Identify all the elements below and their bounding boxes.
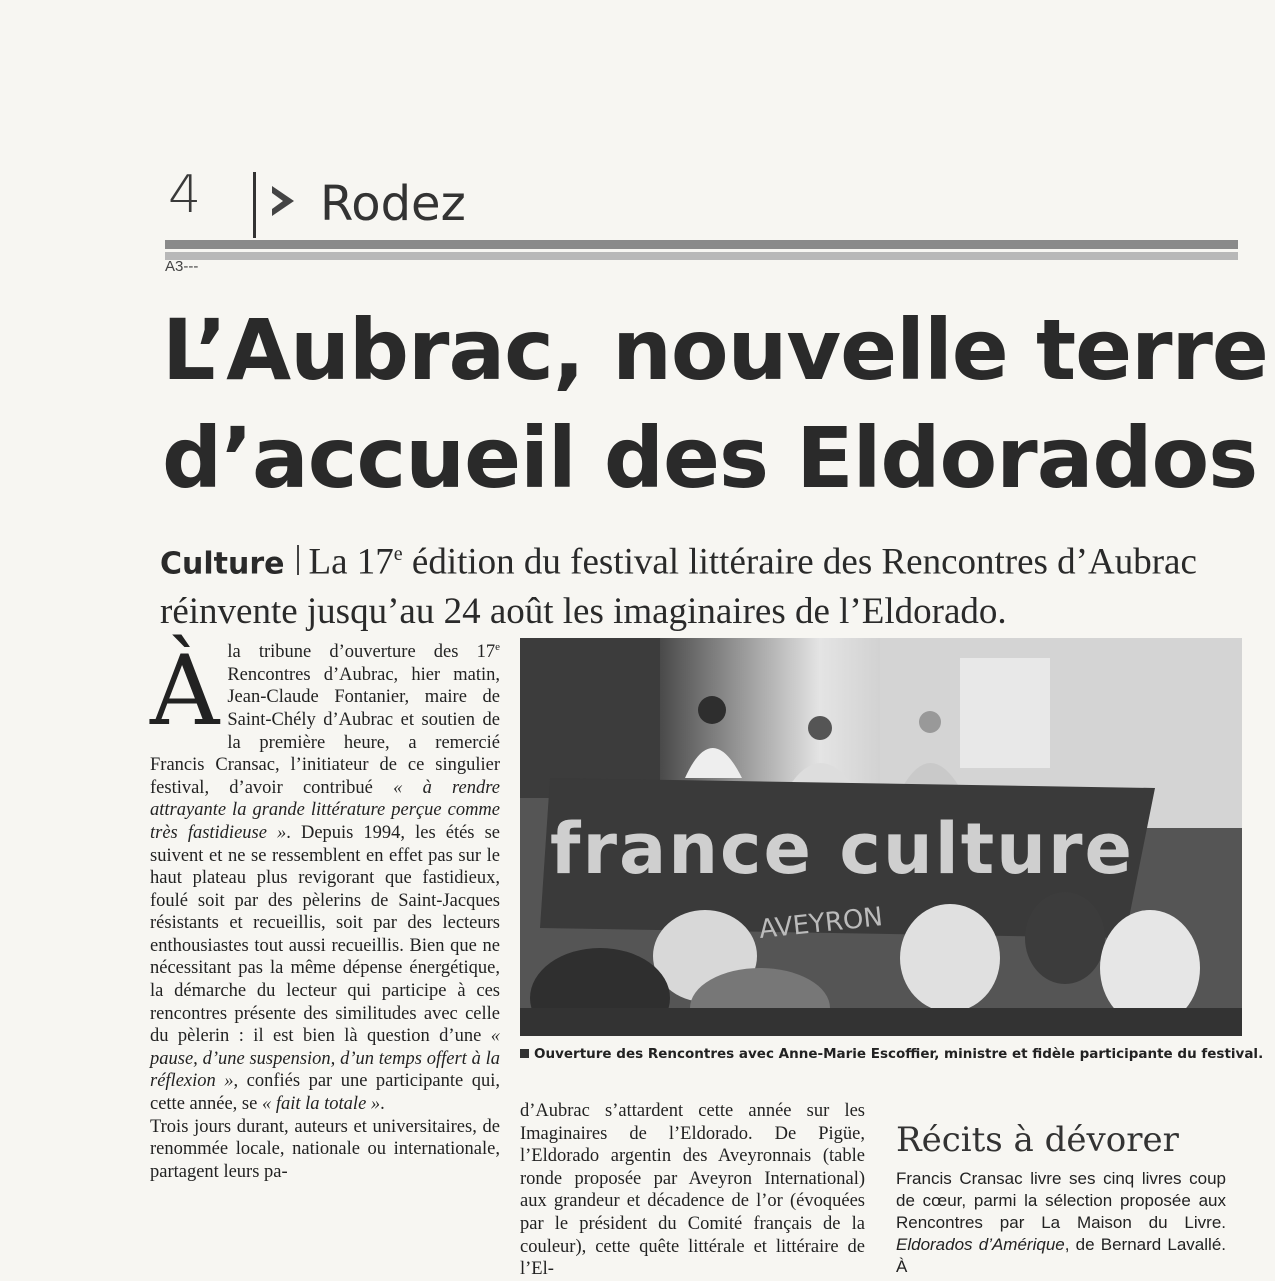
deck-kicker: Culture	[160, 546, 285, 582]
conference-photo-illustration	[520, 638, 1242, 1036]
article-column-2	[520, 1100, 865, 1281]
page-number: 4	[168, 165, 202, 225]
sidebar-title: Récits à dévorer	[896, 1120, 1179, 1160]
photo-caption	[520, 1046, 1264, 1062]
banner-text: france culture	[550, 808, 1135, 890]
deck-text-2: édition du festival littéraire des Rencontres d’Aubrac réinvente jusqu’au 24 août les imaginaires de l’Eldorado.	[160, 541, 1197, 633]
article-text: , confiés par une participante qui, cette année, se	[150, 1071, 500, 1115]
sidebar-text-part: Francis Cransac livre ses cinq livres coup de cœur, parmi la sélection proposée aux Rencontres par La Maison du Livre.	[896, 1169, 1226, 1232]
sidebar-text	[896, 1168, 1226, 1278]
headline-line-2: d’accueil des Eldorados	[162, 409, 1258, 507]
article-sup: e	[495, 641, 500, 653]
headline	[162, 296, 1268, 512]
headline-line-1: L’Aubrac, nouvelle terre	[162, 301, 1268, 399]
sign-text: AVEYRON	[757, 902, 885, 945]
section-title: Rodez	[320, 176, 466, 232]
sidebar-text-tail: , de Bernard Lavallé. À	[896, 1235, 1226, 1276]
deck	[160, 530, 1250, 636]
article-paragraph-3: d’Aubrac s’attardent cette année sur les Imaginaires de l’Eldorado. De Pigüe, l’Eldorado argentin des Aveyronnais (table ronde proposée par Aveyron International) aux grandeur et décadence de l’or (évoquées par le président du Comité français de la couleur), cette quête littérale et littéraire de l’El-	[520, 1101, 865, 1280]
article-text: la tribune d’ouverture des 17	[227, 642, 496, 663]
caption-square-icon	[520, 1049, 529, 1058]
article-paragraph-2: Trois jours durant, auteurs et universitaires, de renommée locale, nationale ou internationale, partagent leurs pa-	[150, 1116, 500, 1182]
article-quote: « à rendre attrayante la grande littérature perçue comme très fastidieuse »	[150, 777, 500, 843]
article-quote: « fait la totale »	[261, 1094, 381, 1115]
article-paragraph-1	[150, 636, 500, 1116]
header-divider	[253, 172, 256, 238]
article-quote: « pause, d’une suspension, d’un temps offert à la réflexion »	[150, 1026, 500, 1092]
chevron-right-icon	[272, 186, 294, 216]
caption-text: Ouverture des Rencontres avec Anne-Marie Escoffier, ministre et fidèle participante du festival.	[534, 1046, 1264, 1062]
article-text: . Depuis 1994, les étés se suivent et ne se ressemblent en effet pas sur le haut plateau plus revigorant que fastidieux, foulé soit par des pèlerins de Saint-Jacques résistants et recueillis, soit par des lecteurs enthousiastes tout aussi recueillis. Bien que ne nécessitant pas la même dépense énergétique, la démarche du lecteur qui participe à ces rencontres présente des similitudes avec celle du pèlerin : il est bien là question d’une	[150, 822, 500, 1047]
deck-sup: e	[393, 543, 403, 565]
header-rule-shadow	[165, 252, 1238, 260]
sidebar-book-title: Eldorados d’Amérique	[896, 1235, 1065, 1254]
deck-separator	[297, 545, 299, 575]
sidebar-box	[896, 1118, 1226, 1278]
deck-text-1: La 17	[308, 541, 394, 583]
edition-code: A3---	[165, 258, 199, 275]
header-rule	[165, 240, 1238, 249]
article-photo	[520, 638, 1242, 1036]
article-text: .	[380, 1094, 385, 1115]
article-text: Rencontres d’Aubrac, hier matin, Jean-Claude Fontanier, maire de Saint-Chély d’Aubrac et soutien de la première heure, a remercié Francis Cransac, l’initiateur de ce singulier festival, d’avoir contribué	[150, 664, 500, 798]
article-column-1	[150, 636, 500, 1183]
drop-cap: À	[150, 635, 220, 747]
